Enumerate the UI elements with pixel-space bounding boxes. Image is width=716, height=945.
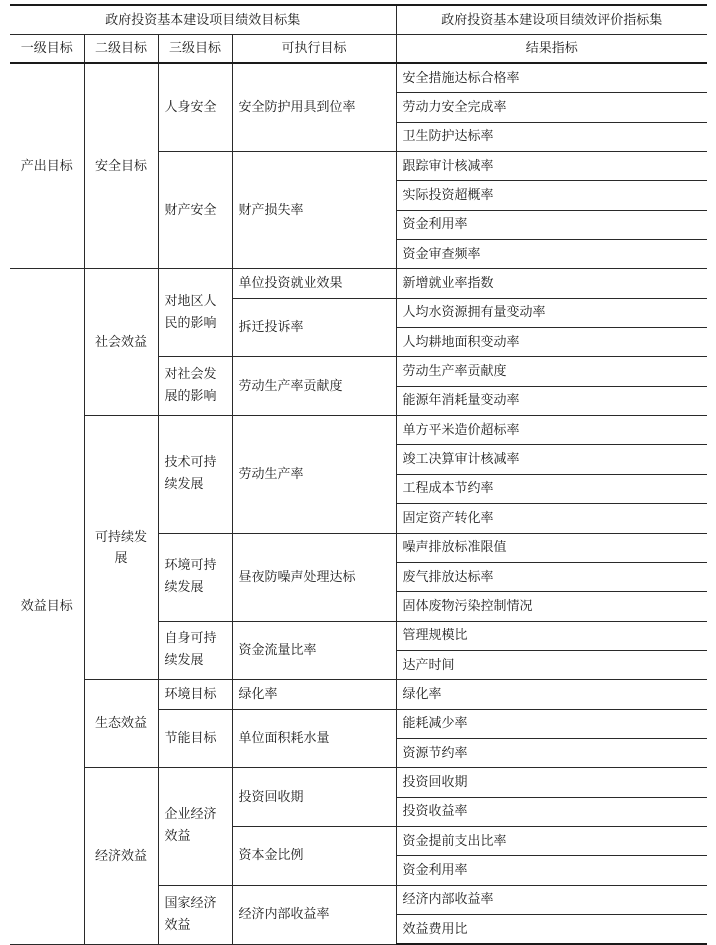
executable-cell: 安全防护用具到位率: [232, 63, 396, 152]
result-cell: 资金提前支出比率: [396, 826, 707, 855]
column-header-executable: 可执行目标: [232, 35, 396, 64]
result-cell: 投资回收期: [396, 768, 707, 797]
result-cell: 安全措施达标合格率: [396, 63, 707, 93]
executable-cell: 昼夜防噪声处理达标: [232, 533, 396, 621]
table-row: [10, 680, 707, 709]
executable-cell: 绿化率: [232, 680, 396, 709]
executable-cell: 劳动生产率: [232, 416, 396, 533]
result-cell: 资源节约率: [396, 738, 707, 767]
executable-cell: 经济内部收益率: [232, 885, 396, 944]
executable-cell: 劳动生产率贡献度: [232, 357, 396, 416]
result-cell: 资金审查频率: [396, 240, 707, 269]
level3-cell: 企业经济效益: [158, 768, 232, 885]
result-cell: 竣工决算审计核减率: [396, 445, 707, 474]
result-cell: 固定资产转化率: [396, 504, 707, 533]
level3-cell: 对地区人民的影响: [158, 269, 232, 357]
result-cell: 达产时间: [396, 650, 707, 679]
result-cell: 投资收益率: [396, 797, 707, 826]
level2-cell: 安全目标: [84, 63, 158, 269]
executable-cell: 单位投资就业效果: [232, 269, 396, 298]
level3-cell: 节能目标: [158, 709, 232, 768]
executable-cell: 资本金比例: [232, 826, 396, 885]
level3-cell: 环境可持续发展: [158, 533, 232, 621]
level3-cell: 自身可持续发展: [158, 621, 232, 680]
result-cell: 固体废物污染控制情况: [396, 592, 707, 621]
result-cell: 工程成本节约率: [396, 474, 707, 503]
result-cell: 实际投资超概率: [396, 181, 707, 210]
result-cell: 人均水资源拥有量变动率: [396, 298, 707, 327]
level3-cell: 人身安全: [158, 63, 232, 152]
level2-cell: 可持续发展: [84, 416, 158, 680]
result-cell: 能耗减少率: [396, 709, 707, 738]
level3-cell: 环境目标: [158, 680, 232, 709]
result-cell: 人均耕地面积变动率: [396, 328, 707, 357]
level2-cell: 社会效益: [84, 269, 158, 416]
result-cell: 资金利用率: [396, 856, 707, 885]
indicators-set-header: 政府投资基本建设项目绩效评价指标集: [396, 5, 707, 35]
result-cell: 劳动生产率贡献度: [396, 357, 707, 386]
result-cell: 绿化率: [396, 680, 707, 709]
level2-cell: 经济效益: [84, 768, 158, 945]
level3-cell: 对社会发展的影响: [158, 357, 232, 416]
result-cell: 噪声排放标准限值: [396, 533, 707, 562]
level3-cell: 财产安全: [158, 152, 232, 269]
performance-index-table: [10, 4, 707, 945]
column-header-result: 结果指标: [396, 35, 707, 64]
result-cell: 能源年消耗量变动率: [396, 386, 707, 415]
column-header-level2: 二级目标: [84, 35, 158, 64]
executable-cell: 拆迁投诉率: [232, 298, 396, 357]
level3-cell: 技术可持续发展: [158, 416, 232, 533]
executable-cell: 投资回收期: [232, 768, 396, 827]
executable-cell: 资金流量比率: [232, 621, 396, 680]
result-cell: 经济内部收益率: [396, 885, 707, 914]
level1-cell: 产出目标: [10, 63, 84, 269]
level2-cell: 生态效益: [84, 680, 158, 768]
result-cell: 新增就业率指数: [396, 269, 707, 298]
result-cell: 效益费用比: [396, 914, 707, 944]
column-header-level1: 一级目标: [10, 35, 84, 64]
result-cell: 资金利用率: [396, 210, 707, 239]
result-cell: 废气排放达标率: [396, 562, 707, 591]
level1-cell: 效益目标: [10, 269, 84, 944]
result-cell: 管理规模比: [396, 621, 707, 650]
objectives-set-header: 政府投资基本建设项目绩效目标集: [10, 5, 396, 35]
result-cell: 卫生防护达标率: [396, 122, 707, 151]
result-cell: 单方平米造价超标率: [396, 416, 707, 445]
level3-cell: 国家经济效益: [158, 885, 232, 944]
executable-cell: 单位面积耗水量: [232, 709, 396, 768]
table-row: [10, 269, 707, 298]
column-header-level3: 三级目标: [158, 35, 232, 64]
executable-cell: 财产损失率: [232, 152, 396, 269]
table-row: [10, 768, 707, 797]
result-cell: 劳动力安全完成率: [396, 93, 707, 122]
table-row: [10, 416, 707, 445]
table-row: [10, 63, 707, 93]
result-cell: 跟踪审计核减率: [396, 152, 707, 181]
